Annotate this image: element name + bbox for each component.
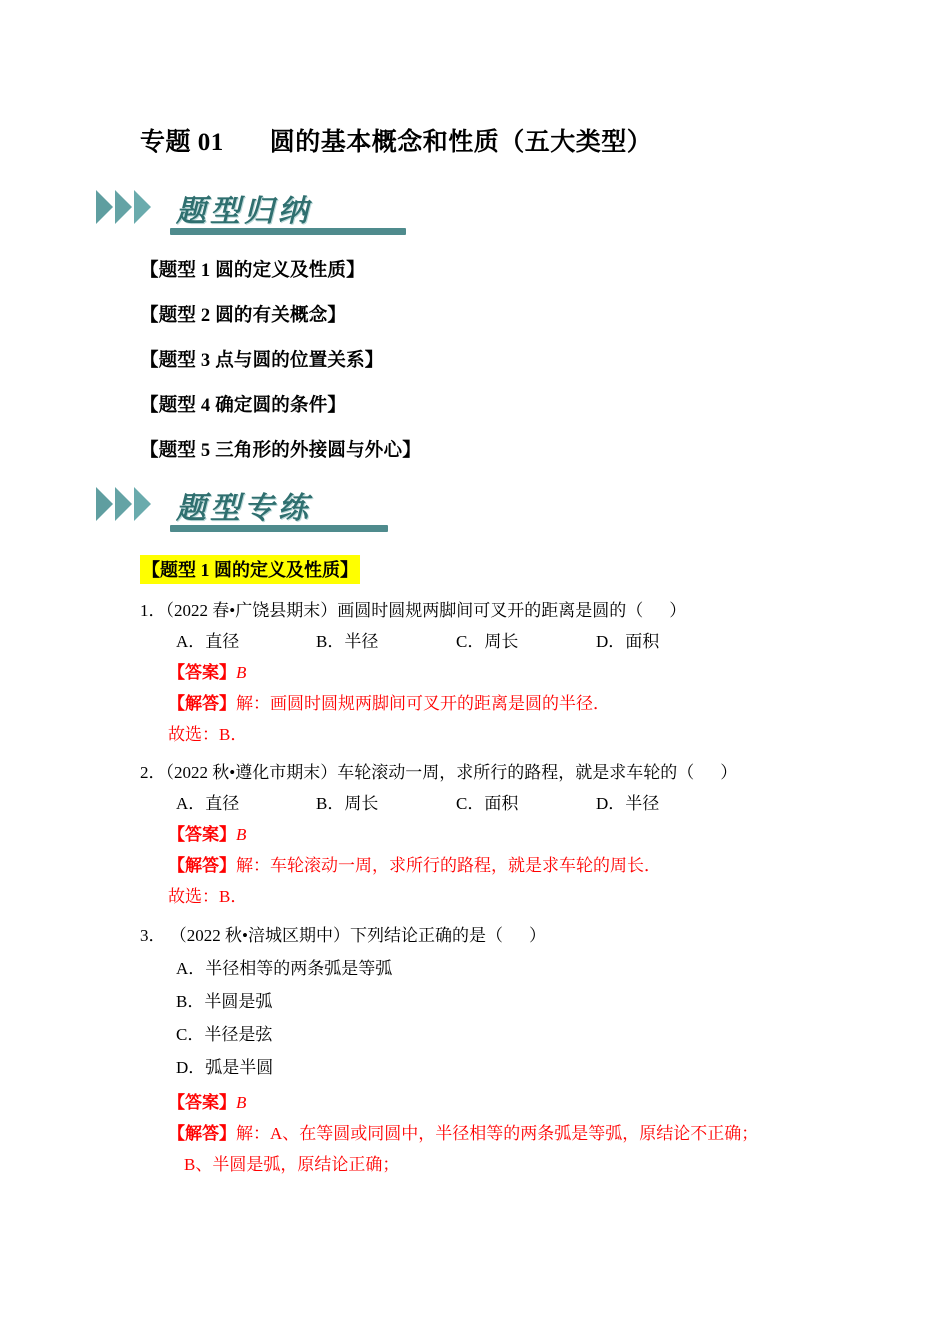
banner-practice-label: 题型专练 [176, 492, 312, 525]
question-stem [140, 598, 858, 624]
option-a: A．半径相等的两条弧是等弧 [176, 959, 393, 978]
question-index: 3． [140, 925, 166, 945]
option-a: A．直径 [176, 631, 240, 651]
type-list-item-5: 【题型 5 三角形的外接圆与外心】 [140, 441, 421, 461]
chevron-right-icon [115, 190, 132, 224]
answer-label: 【答案】 [168, 662, 236, 682]
question-index: 2． [140, 763, 166, 783]
chevron-right-icon [96, 487, 113, 521]
solution-line-2: B、半圆是弧，原结论正确； [184, 1154, 400, 1174]
answer-label: 【答案】 [168, 1092, 236, 1112]
option-b: B．周长 [316, 793, 379, 813]
answer-line [168, 659, 858, 686]
chevron-right-icon [115, 487, 132, 521]
option-d: D．面积 [596, 631, 660, 651]
chevron-right-icon [134, 487, 151, 521]
banner-summary-label: 题型归纳 [176, 195, 312, 228]
option-c: C．面积 [456, 793, 519, 813]
answer-value: B [236, 662, 247, 682]
banner-underline [170, 228, 406, 235]
type-list-item-2: 【题型 2 圆的有关概念】 [140, 306, 347, 326]
title-main: 圆的基本概念和性质（五大类型） [269, 129, 653, 156]
question-text-tail: ） [669, 601, 687, 620]
type-list [140, 256, 858, 462]
question-text: （2022 春•广饶县期末）画圆时圆规两脚间可叉开的距离是圆的（ [165, 601, 644, 620]
banner-practice [96, 481, 858, 539]
solution-line [168, 852, 858, 879]
question-options [176, 790, 858, 817]
option-d: D．弧是半圆 [176, 1058, 274, 1078]
section-heading: 【题型 1 圆的定义及性质】 [140, 555, 360, 584]
banner-underline [170, 525, 388, 532]
question-text-tail: ） [528, 925, 546, 945]
chevron-right-icon-group [96, 190, 151, 224]
option-a: A．直径 [176, 793, 240, 813]
option-b: B．半圆是弧 [176, 992, 273, 1012]
question-text-tail: ） [720, 763, 738, 783]
option-d: D．半径 [596, 793, 660, 813]
question-3 [140, 923, 858, 1179]
option-c: C．半径是弦 [176, 1025, 273, 1045]
question-2 [140, 760, 858, 910]
title-prefix: 专题 01 [140, 129, 224, 156]
chevron-right-icon [134, 190, 151, 224]
solution-text: 解：A、在等圆或同圆中，半径相等的两条弧是等弧，原结论不正确； [236, 1123, 759, 1143]
solution-label: 【解答】 [168, 856, 236, 876]
question-stem [140, 923, 858, 949]
banner-summary [96, 184, 858, 242]
answer-label: 【答案】 [168, 824, 236, 844]
type-list-item-4: 【题型 4 确定圆的条件】 [140, 396, 347, 416]
solution-label: 【解答】 [168, 693, 236, 713]
answer-value: B [236, 1092, 247, 1112]
chevron-right-icon-group [96, 487, 151, 521]
conclusion-line: 故选：B． [168, 887, 248, 907]
solution-line [168, 1120, 858, 1147]
chevron-right-icon [96, 190, 113, 224]
conclusion-line: 故选：B． [168, 725, 248, 745]
solution-text: 解：画圆时圆规两脚间可叉开的距离是圆的半径． [236, 693, 610, 713]
question-stem [140, 760, 858, 786]
option-b: B．半径 [316, 631, 379, 651]
answer-value: B [236, 824, 247, 844]
solution-line [168, 690, 858, 717]
solution-text: 解：车轮滚动一周，求所行的路程，就是求车轮的周长． [236, 856, 661, 876]
answer-line [168, 1089, 858, 1116]
page-title [140, 122, 858, 158]
option-c: C．周长 [456, 631, 519, 651]
type-list-item-3: 【题型 3 点与圆的位置关系】 [140, 351, 384, 371]
question-text: （2022 秋•涪城区期中）下列结论正确的是（ [169, 925, 503, 945]
question-1 [140, 598, 858, 748]
question-text: （2022 秋•遵化市期末）车轮滚动一周，求所行的路程，就是求车轮的（ [165, 763, 695, 783]
question-options [176, 952, 858, 1085]
answer-line [168, 821, 858, 848]
question-options [176, 628, 858, 655]
type-list-item-1: 【题型 1 圆的定义及性质】 [140, 261, 365, 281]
solution-label: 【解答】 [168, 1123, 236, 1143]
question-index: 1． [140, 601, 166, 620]
